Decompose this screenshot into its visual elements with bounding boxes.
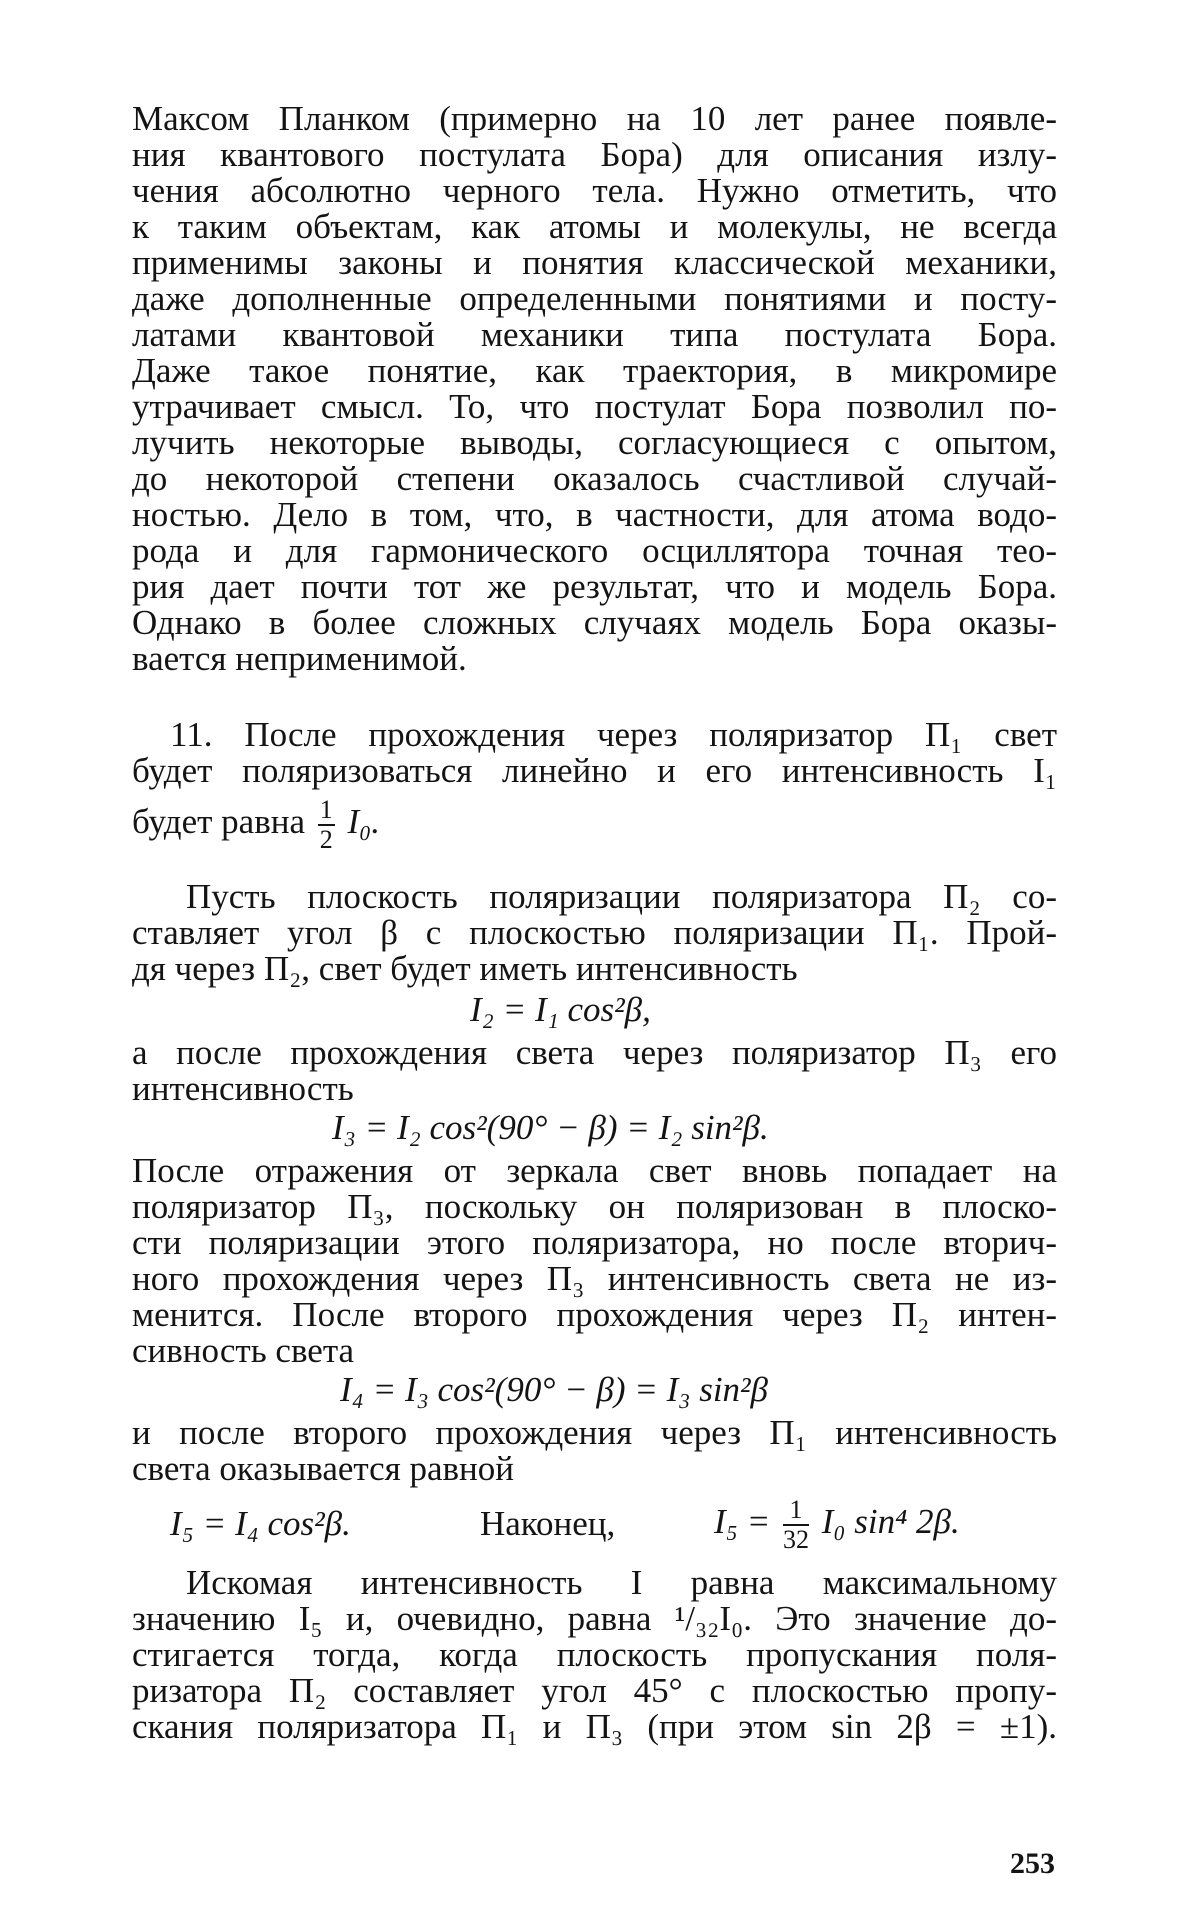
text-line: ставляет угол β с плоскостью поляризации П₁. Прой- — [132, 913, 1057, 952]
text-line: Даже такое понятие, как траектория, в микромире — [132, 351, 1057, 390]
text-line: ризатора П₂ составляет угол 45° с плоскостью пропу- — [132, 1671, 1057, 1710]
text-line: значению I₅ и, очевидно, равна ¹/₃₂I₀. Это значение до- — [132, 1599, 1057, 1638]
text-line-with-fraction — [132, 795, 381, 854]
text-line: чения абсолютно черного тела. Нужно отметить, что — [132, 171, 1057, 210]
fraction-one-half — [318, 796, 335, 854]
text-line: 11. После прохождения через поляризатор П₁ свет — [170, 715, 1057, 754]
fraction-denominator: 32 — [782, 1525, 809, 1554]
text-line: даже дополненные определенными понятиями и посту- — [132, 279, 1057, 318]
equation-i5: I₅ = I₄ cos²β. — [170, 1504, 351, 1543]
text-line: ния квантового постулата Бора) для описания излу- — [132, 135, 1057, 174]
text-line: вается неприменимой. — [132, 639, 467, 678]
text-line: рода и для гармонического осциллятора точная тео- — [132, 531, 1057, 570]
text-line: ностью. Дело в том, что, в частности, для атома водо- — [132, 495, 1057, 534]
text-line: света оказывается равной — [132, 1449, 515, 1488]
text-line: рия дает почти тот же результат, что и модель Бора. — [132, 567, 1057, 606]
text-line: утрачивает смысл. То, что постулат Бора позволил по- — [132, 387, 1057, 426]
equation-i4: I₄ = I₃ cos²(90° − β) = I₃ sin²β — [340, 1370, 768, 1409]
text-line: менится. После второго прохождения через П₂ интен- — [132, 1295, 1057, 1334]
text-line: стигается тогда, когда плоскость пропускания поля- — [132, 1635, 1057, 1674]
text-line: латами квантовой механики типа постулата Бора. — [132, 315, 1057, 354]
fraction-numerator: 1 — [783, 1496, 809, 1526]
equation-i3: I₃ = I₂ cos²(90° − β) = I₂ sin²β. — [332, 1108, 769, 1147]
text-fragment: I₀. — [347, 802, 381, 842]
text-line: скания поляризатора П₁ и П₃ (при этом sin 2β = ±1). — [132, 1707, 1057, 1746]
equation-rhs: I₀ sin⁴ 2β. — [821, 1502, 960, 1542]
text-line: к таким объектам, как атомы и молекулы, не всегда — [132, 207, 1057, 246]
text-line: и после второго прохождения через П₁ интенсивность — [132, 1413, 1057, 1452]
text-fragment: будет равна — [132, 802, 305, 842]
text-line: лучить некоторые выводы, согласующиеся с опытом, — [132, 423, 1057, 462]
text-line: поляризатор П₃, поскольку он поляризован в плоско- — [132, 1187, 1057, 1226]
equation-i5-final — [714, 1495, 960, 1554]
equation-i2: I₂ = I₁ cos²β, — [470, 990, 651, 1029]
fraction-denominator: 2 — [319, 825, 333, 854]
text-line: будет поляризоваться линейно и его интенсивность I₁ — [132, 751, 1057, 790]
text-line: Максом Планком (примерно на 10 лет ранее появле- — [132, 99, 1057, 138]
text-line: После отражения от зеркала свет вновь попадает на — [132, 1151, 1057, 1190]
fraction-one-thirty-second — [783, 1496, 809, 1554]
fraction-numerator: 1 — [319, 795, 333, 824]
page-number: 253 — [1010, 1847, 1055, 1880]
text-line: а после прохождения света через поляризатор П₃ его — [132, 1033, 1057, 1072]
text-finally: Наконец, — [480, 1504, 616, 1543]
text-line: до некоторой степени оказалось счастливой случай- — [132, 459, 1057, 498]
equation-lhs: I₅ = — [714, 1502, 771, 1542]
text-line: Искомая интенсивность I равна максимальному — [186, 1563, 1057, 1602]
text-line: Однако в более сложных случаях модель Бора оказы- — [132, 603, 1057, 642]
text-line: дя через П₂, свет будет иметь интенсивность — [132, 949, 798, 988]
text-line: Пусть плоскость поляризации поляризатора П₂ со- — [186, 877, 1057, 916]
text-line: ного прохождения через П₃ интенсивность света не из- — [132, 1259, 1057, 1298]
text-line: применимы законы и понятия классической механики, — [132, 243, 1057, 282]
text-line: сти поляризации этого поляризатора, но после вторич- — [132, 1223, 1057, 1262]
text-line: сивность света — [132, 1331, 355, 1370]
text-line: интенсивность — [132, 1069, 354, 1108]
